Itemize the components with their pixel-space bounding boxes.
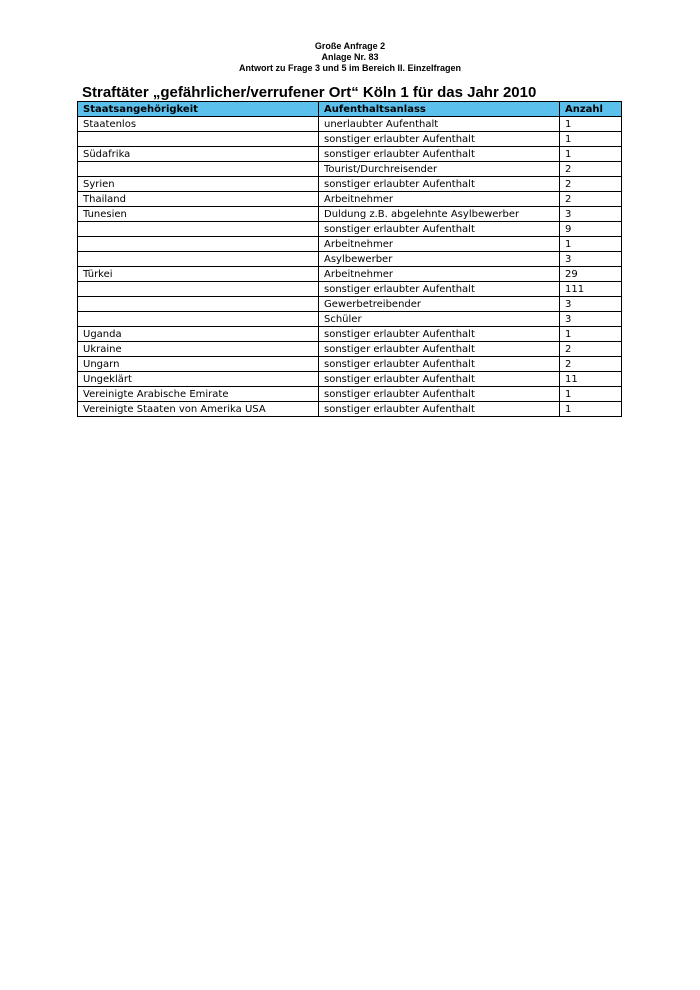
cell-nationality: Südafrika <box>78 147 319 162</box>
document-header <box>0 41 700 74</box>
cell-count: 2 <box>560 162 622 177</box>
table-row <box>78 132 622 147</box>
cell-nationality: Ungarn <box>78 357 319 372</box>
cell-count: 2 <box>560 177 622 192</box>
table-row <box>78 207 622 222</box>
cell-nationality <box>78 252 319 267</box>
header-line-anfrage: Große Anfrage 2 <box>314 41 386 51</box>
data-table <box>77 101 622 417</box>
table-row <box>78 252 622 267</box>
cell-nationality: Syrien <box>78 177 319 192</box>
cell-nationality <box>78 297 319 312</box>
cell-reason: Asylbewerber <box>319 252 560 267</box>
table-row <box>78 372 622 387</box>
cell-nationality: Tunesien <box>78 207 319 222</box>
cell-count: 1 <box>560 402 622 417</box>
cell-nationality <box>78 237 319 252</box>
cell-reason: sonstiger erlaubter Aufenthalt <box>319 282 560 297</box>
cell-reason: sonstiger erlaubter Aufenthalt <box>319 147 560 162</box>
cell-reason: sonstiger erlaubter Aufenthalt <box>319 402 560 417</box>
column-header-aufenthaltsanlass: Aufenthaltsanlass <box>319 102 560 117</box>
cell-reason: Schüler <box>319 312 560 327</box>
cell-nationality: Vereinigte Arabische Emirate <box>78 387 319 402</box>
cell-count: 2 <box>560 357 622 372</box>
table-row <box>78 267 622 282</box>
cell-reason: sonstiger erlaubter Aufenthalt <box>319 372 560 387</box>
cell-count: 1 <box>560 132 622 147</box>
cell-nationality <box>78 312 319 327</box>
cell-reason: Arbeitnehmer <box>319 192 560 207</box>
cell-count: 3 <box>560 252 622 267</box>
cell-nationality: Türkei <box>78 267 319 282</box>
table-row <box>78 192 622 207</box>
page-title: Straftäter „gefährlicher/verrufener Ort“ Köln 1 für das Jahr 2010 <box>82 84 537 101</box>
table-row <box>78 342 622 357</box>
cell-count: 3 <box>560 312 622 327</box>
cell-reason: Arbeitnehmer <box>319 237 560 252</box>
cell-nationality <box>78 132 319 147</box>
cell-count: 1 <box>560 117 622 132</box>
cell-reason: sonstiger erlaubter Aufenthalt <box>319 357 560 372</box>
cell-reason: Arbeitnehmer <box>319 267 560 282</box>
table-row <box>78 177 622 192</box>
cell-reason: sonstiger erlaubter Aufenthalt <box>319 132 560 147</box>
cell-count: 1 <box>560 387 622 402</box>
header-line-anlage: Anlage Nr. 83 <box>321 52 379 62</box>
table-row <box>78 237 622 252</box>
cell-nationality <box>78 282 319 297</box>
cell-nationality: Thailand <box>78 192 319 207</box>
cell-reason: sonstiger erlaubter Aufenthalt <box>319 177 560 192</box>
table-row <box>78 402 622 417</box>
cell-reason: Tourist/Durchreisender <box>319 162 560 177</box>
cell-nationality: Vereinigte Staaten von Amerika USA <box>78 402 319 417</box>
table-row <box>78 282 622 297</box>
cell-reason: sonstiger erlaubter Aufenthalt <box>319 387 560 402</box>
table-row <box>78 222 622 237</box>
cell-nationality: Ukraine <box>78 342 319 357</box>
cell-count: 2 <box>560 192 622 207</box>
table-row <box>78 312 622 327</box>
cell-nationality <box>78 222 319 237</box>
cell-nationality: Ungeklärt <box>78 372 319 387</box>
table-row <box>78 162 622 177</box>
cell-count: 9 <box>560 222 622 237</box>
cell-reason: sonstiger erlaubter Aufenthalt <box>319 222 560 237</box>
cell-count: 3 <box>560 207 622 222</box>
cell-nationality <box>78 162 319 177</box>
table-row <box>78 147 622 162</box>
cell-reason: Gewerbetreibender <box>319 297 560 312</box>
table-row <box>78 357 622 372</box>
cell-count: 11 <box>560 372 622 387</box>
cell-count: 1 <box>560 147 622 162</box>
table-body <box>78 117 622 417</box>
table-header-row <box>78 102 622 117</box>
cell-count: 3 <box>560 297 622 312</box>
cell-nationality: Uganda <box>78 327 319 342</box>
column-header-anzahl: Anzahl <box>560 102 622 117</box>
cell-count: 111 <box>560 282 622 297</box>
table-row <box>78 387 622 402</box>
cell-count: 2 <box>560 342 622 357</box>
table-row <box>78 117 622 132</box>
cell-count: 1 <box>560 327 622 342</box>
table-row <box>78 327 622 342</box>
cell-reason: sonstiger erlaubter Aufenthalt <box>319 327 560 342</box>
cell-count: 1 <box>560 237 622 252</box>
cell-count: 29 <box>560 267 622 282</box>
header-line-antwort: Antwort zu Frage 3 und 5 im Bereich II. Einzelfragen <box>238 63 462 73</box>
table-row <box>78 297 622 312</box>
cell-reason: sonstiger erlaubter Aufenthalt <box>319 342 560 357</box>
column-header-staatsangehoerigkeit: Staatsangehörigkeit <box>78 102 319 117</box>
cell-reason: Duldung z.B. abgelehnte Asylbewerber <box>319 207 560 222</box>
cell-nationality: Staatenlos <box>78 117 319 132</box>
cell-reason: unerlaubter Aufenthalt <box>319 117 560 132</box>
